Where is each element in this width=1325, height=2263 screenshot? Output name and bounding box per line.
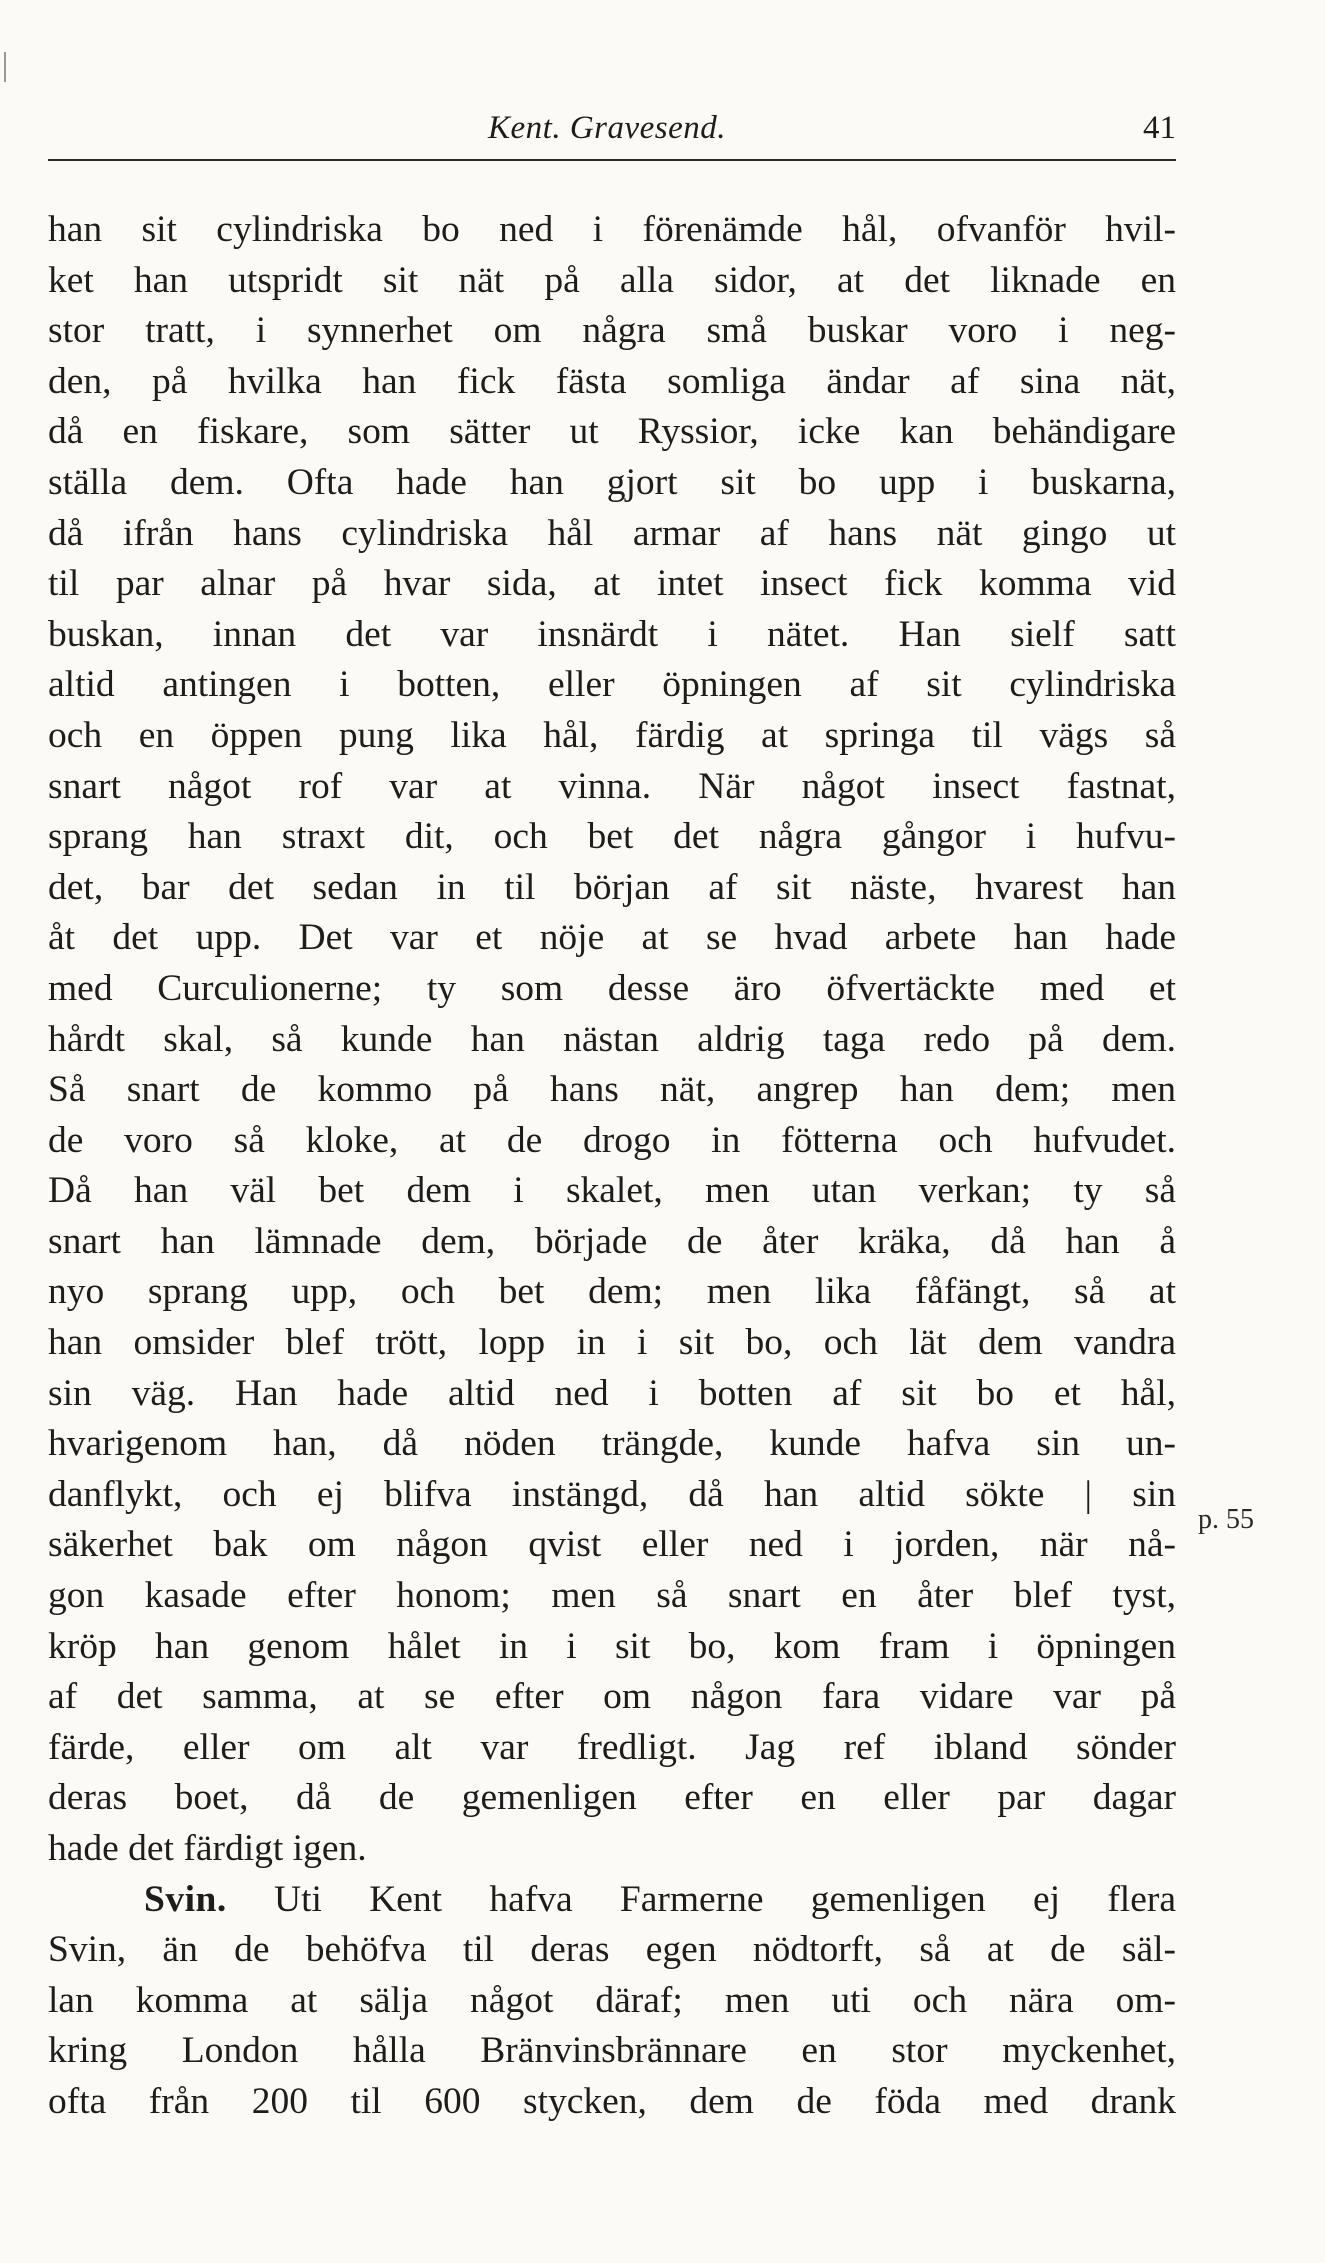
margin-page-reference: p. 55: [1198, 1504, 1254, 1535]
text-line: då en fiskare, som sätter ut Ryssior, icke kan behändigare: [48, 411, 1176, 453]
page-header: [48, 104, 1176, 156]
text-line: hade det färdigt igen.: [48, 1828, 367, 1869]
text-line: nyo sprang upp, och bet dem; men lika fåfängt, så at: [48, 1271, 1176, 1313]
text-line: altid antingen i botten, eller öpningen af sit cylindriska: [48, 664, 1176, 706]
text-line: stor tratt, i synnerhet om några små buskar voro i neg-: [48, 310, 1176, 352]
text-line: hårdt skal, så kunde han nästan aldrig taga redo på dem.: [48, 1018, 1176, 1060]
text-line: han sit cylindriska bo ned i förenämde hål, ofvanför hvil-: [48, 209, 1176, 250]
text-line: snart han lämnade dem, började de åter kräka, då han å: [48, 1220, 1176, 1262]
scan-edge-mark: [4, 52, 6, 82]
text-line: kröp han genom hålet in i sit bo, kom fram i öpningen: [48, 1625, 1176, 1667]
text-line: kring London hålla Bränvinsbrännare en stor myckenhet,: [48, 2030, 1176, 2072]
text-line: sin väg. Han hade altid ned i botten af sit bo et hål,: [48, 1372, 1176, 1414]
text-line: ställa dem. Ofta hade han gjort sit bo upp i buskarna,: [48, 461, 1176, 503]
text-line: Så snart de kommo på hans nät, angrep han dem; men: [48, 1069, 1176, 1111]
text-line: Svin, än de behöfva til deras egen nödtorft, så at de säl-: [48, 1929, 1176, 1971]
text-line: ket han utspridt sit nät på alla sidor, at det liknade en: [48, 259, 1176, 301]
text-line: ofta från 200 til 600 stycken, dem de föda med drank: [48, 2080, 1176, 2122]
text-line: gon kasade efter honom; men så snart en åter blef tyst,: [48, 1575, 1176, 1617]
text-line: lan komma at sälja något däraf; men uti och nära om-: [48, 1979, 1176, 2021]
text-line: af det samma, at se efter om någon fara vidare var på: [48, 1676, 1176, 1718]
text-line: med Curculionerne; ty som desse äro öfvertäckte med et: [48, 967, 1176, 1009]
text-line: säkerhet bak om någon qvist eller ned i jorden, när nå-: [48, 1524, 1176, 1566]
text-line: färde, eller om alt var fredligt. Jag ref ibland sönder: [48, 1726, 1176, 1768]
text-line: Uti Kent hafva Farmerne gemenligen ej flera: [274, 1878, 1177, 1920]
text-line: danflykt, och ej blifva instängd, då han altid sökte | sin: [48, 1473, 1176, 1515]
text-line: den, på hvilka han fick fästa somliga ändar af sina nät,: [48, 360, 1176, 402]
text-line: åt det upp. Det var et nöje at se hvad arbete han hade: [48, 917, 1176, 959]
section-heading-svin: Svin.: [144, 1878, 227, 1920]
body-text: [48, 205, 1176, 2128]
text-line: han omsider blef trött, lopp in i sit bo, och lät dem vandra: [48, 1322, 1176, 1364]
text-line: deras boet, då de gemenligen efter en eller par dagar: [48, 1777, 1176, 1819]
text-line: de voro så kloke, at de drogo in fötterna och hufvudet.: [48, 1119, 1176, 1161]
text-line: det, bar det sedan in til början af sit näste, hvarest han: [48, 866, 1176, 908]
text-line: sprang han straxt dit, och bet det några gångor i hufvu-: [48, 816, 1176, 858]
text-line: til par alnar på hvar sida, at intet insect fick komma vid: [48, 563, 1176, 605]
text-line: buskan, innan det var insnärdt i nätet. Han sielf satt: [48, 613, 1176, 655]
header-rule: [48, 159, 1176, 161]
page-number: 41: [1143, 110, 1176, 146]
text-line: snart något rof var at vinna. När något insect fastnat,: [48, 765, 1176, 807]
text-line: då ifrån hans cylindriska hål armar af hans nät gingo ut: [48, 512, 1176, 554]
running-head: Kent. Gravesend.: [488, 110, 727, 146]
text-line: hvarigenom han, då nöden trängde, kunde hafva sin un-: [48, 1423, 1176, 1465]
paragraph-svin-first-line: [48, 1875, 1176, 1926]
text-line: Då han väl bet dem i skalet, men utan verkan; ty så: [48, 1170, 1176, 1212]
text-line: och en öppen pung lika hål, färdig at springa til vägs så: [48, 714, 1176, 756]
